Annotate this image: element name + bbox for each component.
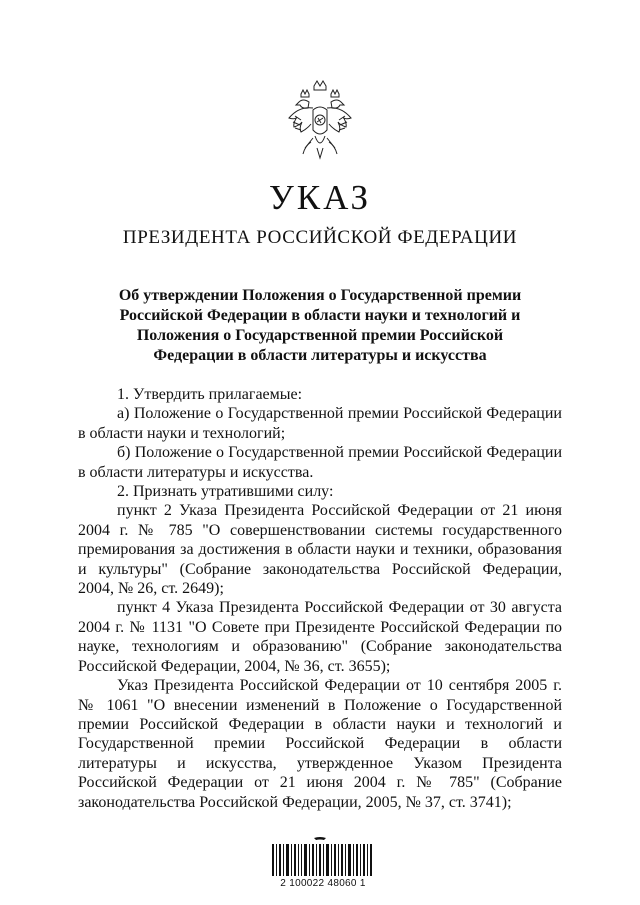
decree-body — [78, 385, 562, 812]
barcode-number: 2 100022 48060 1 — [280, 878, 366, 889]
paragraph-1: 1. Утвердить прилагаемые: — [117, 386, 303, 403]
heading-line: Федерации в области литературы и искусства — [153, 347, 487, 364]
paragraph-2b: б) Положение о Государственной премии Российской Федерации в области литературы и искусства. — [78, 444, 562, 481]
paragraph-decree-1061: Указ Президента Российской Федерации от 10 сентября 2005 г. № 1061 "О внесении изменений в Положение о Государственной премии Российской Федерации в области науки и технологий и Государственной премии Российской Федерации в области литературы и искусства, утвержденное Указом Президента Российской Федерации от 21 июня 2004 г. № 785" (Собрание законодательства Российской Федерации, 2005, № 37, ст. 3741); — [78, 677, 562, 811]
paragraph-point-2: пункт 2 Указа Президента Российской Федерации от 21 июня 2004 г. № 785 "О совершенствовании системы государственного премирования за достижения в области науки и техники, образования и культуры" (Собрание законодательства Российской Федерации, 2004, № 26, ст. 2649); — [78, 502, 562, 598]
decree-heading — [100, 286, 540, 366]
barcode — [262, 836, 384, 896]
document-subtitle: ПРЕЗИДЕНТА РОССИЙСКОЙ ФЕДЕРАЦИИ — [122, 227, 518, 248]
barcode-icon — [262, 836, 384, 878]
paragraph-point-4: пункт 4 Указа Президента Российской Федерации от 30 августа 2004 г. № 1131 "О Совете при Президенте Российской Федерации по науке, технологиям и образованию" (Собрание законодательства Российской Федерации, 2004, № 36, ст. 3655); — [78, 599, 562, 675]
heading-line: Российской Федерации в области науки и технологий и — [119, 307, 521, 324]
document-title: УКАЗ — [268, 178, 372, 217]
heading-line: Об утверждении Положения о Государственной премии — [118, 287, 522, 304]
russian-coat-of-arms-icon — [283, 78, 357, 170]
heading-line: Положения о Государственной премии Российской — [136, 327, 504, 344]
paragraph-2: 2. Признать утратившими силу: — [117, 483, 334, 501]
paragraph-2a: а) Положение о Государственной премии Российской Федерации в области науки и технологий; — [78, 405, 562, 442]
